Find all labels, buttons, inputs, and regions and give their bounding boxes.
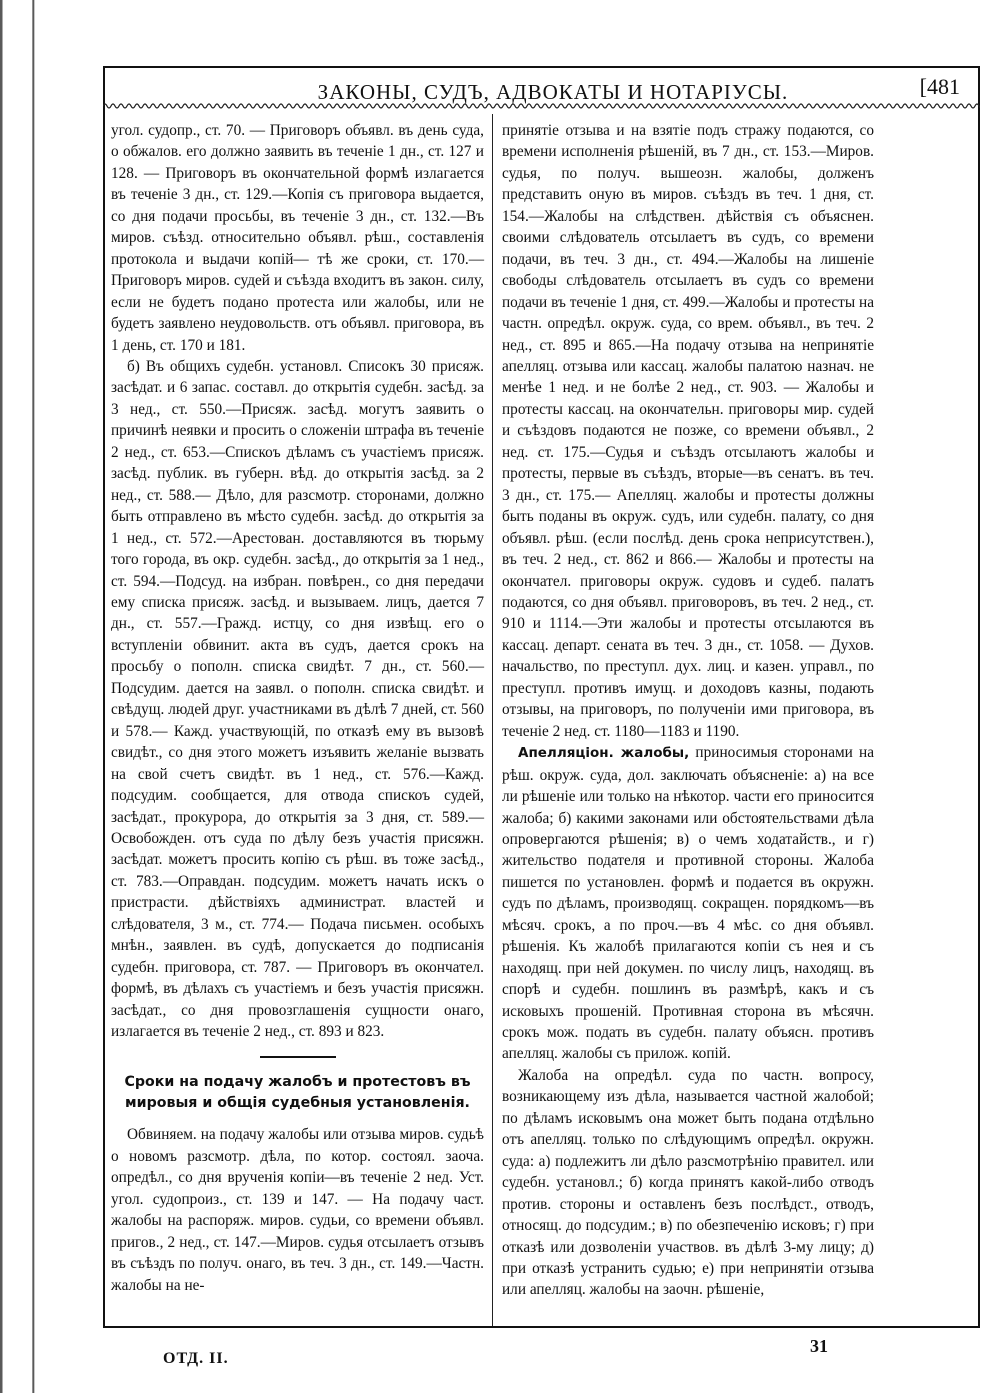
running-title: ЗАКОНЫ, СУДЪ, АДВОКАТЫ И НОТАРІУСЫ. <box>317 80 789 104</box>
section-heading: Сроки на подачу жалобъ и протестовъ въ мировыя и общія судебныя установленія. <box>124 1074 471 1112</box>
scan-edge <box>0 0 38 1393</box>
column-divider <box>492 114 493 1326</box>
paragraph: принятіе отзыва и на взятіе подъ стражу подаются, со времени исполненія рѣшеній, въ 7 дн., ст. 153.—Миров. судья, по получ. вышеозн. жалобы, долженъ представить оную въ миров. съѣздъ въ теч. 1 дня, ст. 154.—Жалобы на слѣдствен. дѣйствія съ объяснен. своими слѣдователь отсылаетъ въ судъ, со времени подачи, въ теч. 3 дн., ст. 494.—Жалобы на лишеніе свободы слѣдователь отсылаетъ въ судъ со времени подачи въ теченіе 1 дня, ст. 499.—Жалобы и протесты на частн. опредѣл. окруж. суда, со врем. объявл., въ теч. 2 нед., ст. 895 и 865.—На подачу отзыва на непринятіе апелляц. отзыва или кассац. жалобы палатою назнач. не менѣе 1 нед. и не болѣе 2 нед., ст. 903. — Жалобы и протесты кассац. на окончательн. приговоры мир. судей и съѣздовъ подаются не позже, со времени объявл., 2 нед. ст. 175.—Судья и съѣздъ отсылаютъ жалобы и протесты, первые въ съѣздъ, вторые—въ сенатъ. въ теч. 3 дн., ст. 175.— Апелляц. жалобы и протесты должны быть поданы въ окруж. судъ, или судебн. палату, со дня объявл. рѣш. (если послѣд. день срока неприсутствен.), въ теч. 2 нед., ст. 862 и 866.— Жалобы и протесты на окончател. приговоры окруж. судовъ и судеб. палатъ подаются, со дня объявл. приговоровъ, въ теч. 2 нед., ст. 910 и 1114.—Эти жалобы и протесты отсылаются въ кассац. департ. сената въ теч. 3 дн., ст. 1058. — Духов. начальство, по преступл. дух. лиц. и казен. управл., по преступл. противъ имущ. и доходовъ казны, подають отзывы, на приговоръ, по полученіи ими приговора, въ теченіе 2 нед. ст. 1180—1183 и 1190. <box>502 122 874 740</box>
paragraph: Жалоба на опредѣл. суда по частн. вопросу, возникающему изъ дѣла, называется частной жалобой; по дѣламъ исковымъ она может быть подана отдѣльно отъ апелляц. только по слѣдующимъ опредѣл. окружн. суда: а) подлежитъ ли дѣло разсмотрѣнію правител. или судебн. установл.; б) когда принятъ какой-либо отводъ против. стороны и оставленъ безъ послѣдст., отводъ, относящ. до подсудим.; в) по обезпеченію исковъ; г) при отказѣ или дозволеніи участвов. въ дѣлѣ 3-му лицу; д) при отказѣ устранить судью; е) при непринятіи отзыва или апелляц. жалобы на заочн. рѣшеніе, <box>502 1066 874 1299</box>
section-divider <box>260 1056 336 1058</box>
page-header <box>103 70 980 104</box>
section-label: ОТД. II. <box>163 1350 229 1367</box>
paragraph-body: приносимыя сторонами на рѣш. окруж. суда, дол. заключать объясненіе: а) на все ли рѣшеніе или только на нѣкотор. части его приносится жалоба; б) какими законами или обстоятельствами дѣла опровергаются рѣшенія; в) о чемъ ходатайств., и г) жительство подателя и противной стороны. Жалоба пишется по установлен. формѣ и подается въ окружн. судъ по дѣламъ, производящ. сокращен. порядкомъ—въ мѣсяч. срокъ, а по проч.—въ 4 мѣс. со дня объявл. рѣшенія. Къ жалобѣ прилагаются копіи съ нея и съ находящ. при ней докумен. по числу лицъ, находящ. въ спорѣ и судебн. пошлинъ въ размѣрѣ, какъ и съ исковыхъ прошеній. Противная сторона въ мѣсячн. срокъ мож. подать въ судебн. палату объясн. противъ апелляц. жалобы съ прилож. копій. <box>502 744 874 1063</box>
left-column <box>111 120 484 1296</box>
wavy-rule <box>103 101 980 111</box>
page-marker: [481 <box>919 74 960 99</box>
right-column <box>502 120 874 1301</box>
paragraph: Обвиняем. на подачу жалобы или отзыва миров. судьѣ о новомъ разсмотр. дѣла, по котор. состоял. заоча. опредѣл., со дня врученія копіи—въ теченіе 2 нед. Уст. угол. судопроиз., ст. 139 и 147. — На подачу част. жалобы на распоряж. миров. судьи, со времени объявл. пригов., 2 нед., ст. 147.—Миров. судья отсылаетъ отзывъ въ съѣздъ по получ. онаго, въ теч. 3 дн., ст. 149.—Частн. жалобы на не- <box>111 1126 484 1294</box>
paragraph: угол. судопр., ст. 70. — Приговоръ объявл. въ день суда, о обжалов. его должно заявить въ теченіе 1 дн., ст. 127 и 128. — Приговоръ въ окончательной формѣ излагается въ теченіе 3 дн., ст. 129.—Копія съ приговора выдается, со дня подачи просьбы, въ теченіе 3 дн., ст. 132.—Въ миров. съѣзд. относительно объявл. рѣш., составленія протокола и выдачи копій— тѣ же сроки, ст. 170.—Приговоръ миров. судей и съѣзда входитъ въ закон. силу, если не будетъ подано протеста или жалобы, или не будетъ заявлено неудовольств. отъ объявл. приговора, въ 1 день, ст. 170 и 181. <box>111 122 484 354</box>
page-number: 31 <box>810 1336 828 1356</box>
subheading: Апелляціон. жалобы, <box>518 745 690 762</box>
paragraph: б) Въ общихъ судебн. установл. Списокъ 30 присяж. засѣдат. и 6 запас. составл. до открытія судебн. засѣд. за 3 нед., ст. 550.—Присяж. засѣд. могутъ заявить о причинѣ неявки и просить о сложеніи штрафа въ теченіе 2 нед., ст. 653.—Спискоъ дѣламъ съ участіемъ присяж. засѣд. публик. въ губерн. вѣд. до открытія засѣд. за 2 нед., ст. 588.— Дѣло, для разсмотр. сторонами, должно быть отправлено въ мѣсто судебн. засѣд. до открытія за 1 нед., ст. 572.—Арестован. доставляются въ тюрьму того города, въ окр. судебн. засѣд., до открытія за 1 нед., ст. 594.—Подсуд. на избран. повѣрен., со дня передачи ему списка присяж. засѣд. и вызываем. лицъ, дается 7 дн., ст. 557.—Гражд. истцу, со дня извѣщ. его о вступленіи обвинит. акта въ судъ, дается срокъ на просьбу о пополн. списка свидѣт. 7 дн., ст. 560.—Подсудим. дается на заявл. о пополн. списка свидѣт. и свѣдущ. людей друг. участниками въ дѣлѣ 7 дней, ст. 560 и 578.— Кажд. участвующій, по отказѣ ему въ вызовѣ свидѣт., со дня этого можетъ изъявить желаніе вызвать на свой счетъ свидѣт. въ 1 нед., ст. 576.—Кажд. подсудим. сообщается, для отвода спискоъ судей, засѣдат., прокурора, до открытія за 3 дня, ст. 589.—Освобожден. отъ суда по дѣлу безъ участія присяжн. засѣдат. можетъ просить копію съ рѣш. въ тоже засѣд., ст. 783.—Оправдан. подсудим. можетъ начать искъ о пристрасти. дѣйствіяхъ администрат. властей и слѣдователя, 3 м., ст. 774.— Подача письмен. особыхъ мнѣн., заявлен. въ судѣ, допускается до подписанія судебн. приговора, ст. 787. — Приговоръ въ окончател. формѣ, въ дѣлахъ съ участіемъ и безъ участія присяжн. засѣдат., со дня провозглашенія сущности онаго, излагается въ теченіе 2 нед., ст. 893 и 823. <box>111 357 484 1041</box>
paragraph <box>502 742 874 1065</box>
